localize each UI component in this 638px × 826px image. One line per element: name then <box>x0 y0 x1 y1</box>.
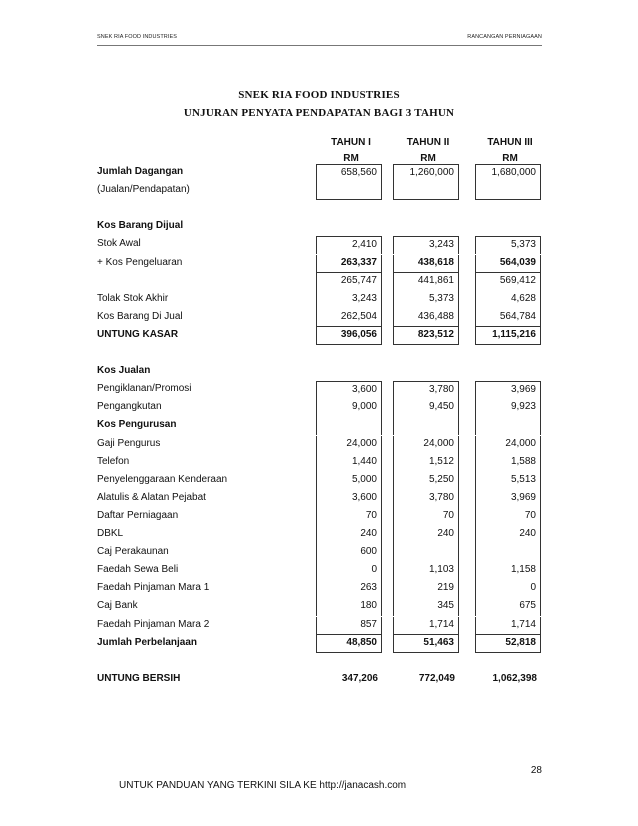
page-number: 28 <box>530 765 542 776</box>
row-value-year-2 <box>393 544 459 562</box>
table-row <box>97 399 547 417</box>
table-row <box>97 454 547 472</box>
footer-text: UNTUK PANDUAN YANG TERKINI SILA KE http://janacash.com <box>119 780 407 791</box>
row-value-year-3: 564,784 <box>475 309 541 327</box>
row-value-year-1: 857 <box>316 617 382 635</box>
row-label: Caj Perakaunan <box>97 546 169 558</box>
document-title: SNEK RIA FOOD INDUSTRIES <box>238 89 400 101</box>
row-value-year-3: 1,062,398 <box>492 672 537 684</box>
row-label: Faedah Sewa Beli <box>97 564 179 576</box>
row-value-year-3: 3,969 <box>475 490 541 508</box>
table-row <box>97 635 547 653</box>
table-row <box>97 236 547 254</box>
row-value-year-1: 3,243 <box>316 291 382 309</box>
table-row <box>97 653 547 671</box>
row-value-year-3: 5,373 <box>475 236 541 254</box>
row-value-year-2: 70 <box>393 508 459 526</box>
row-label: Faedah Pinjaman Mara 2 <box>97 618 210 630</box>
table-row <box>97 200 547 218</box>
table-row <box>97 182 547 200</box>
col-year-2: TAHUN II <box>406 137 450 148</box>
row-value-year-1 <box>316 182 382 200</box>
row-value-year-3: 1,115,216 <box>475 327 541 345</box>
row-label: Jumlah Perbelanjaan <box>97 636 198 648</box>
row-label: Pengiklanan/Promosi <box>97 383 192 395</box>
row-value-year-3: 3,969 <box>475 381 541 399</box>
table-row <box>97 164 547 182</box>
row-value-year-2: 5,373 <box>393 291 459 309</box>
header-right: RANCANGAN PERNIAGAAN <box>467 34 542 40</box>
row-label: (Jualan/Pendapatan) <box>97 184 190 196</box>
table-row <box>97 562 547 580</box>
row-value-year-1: 48,850 <box>316 635 382 653</box>
table-row <box>97 291 547 309</box>
table-row <box>97 436 547 454</box>
row-value-year-2: 3,780 <box>393 381 459 399</box>
row-value-year-2: 772,049 <box>418 672 455 684</box>
row-value-year-1: 263,337 <box>316 255 382 273</box>
row-value-year-1: 600 <box>316 544 382 562</box>
row-label: Kos Jualan <box>97 365 151 377</box>
row-label: Jumlah Dagangan <box>97 166 184 177</box>
row-value-year-2: 1,103 <box>393 562 459 580</box>
row-value-year-2 <box>393 417 459 435</box>
row-value-year-3: 240 <box>475 526 541 544</box>
row-label: Faedah Pinjaman Mara 1 <box>97 582 210 594</box>
table-row <box>97 544 547 562</box>
col-year-3: TAHUN III <box>487 137 533 148</box>
table-row <box>97 671 547 689</box>
table-row <box>97 417 547 435</box>
row-value-year-1: 2,410 <box>316 236 382 254</box>
col-unit-1: RM <box>343 153 359 164</box>
table-row <box>97 381 547 399</box>
table-row <box>97 363 547 381</box>
row-value-year-1: 70 <box>316 508 382 526</box>
table-row <box>97 598 547 616</box>
row-label: Stok Awal <box>97 238 141 250</box>
row-value-year-3: 0 <box>475 580 541 598</box>
row-value-year-1: 3,600 <box>316 490 382 508</box>
row-label: Daftar Perniagaan <box>97 509 179 521</box>
row-label: Kos Pengurusan <box>97 419 177 431</box>
col-unit-2: RM <box>420 153 436 164</box>
row-label: Gaji Pengurus <box>97 437 161 449</box>
table-row <box>97 255 547 273</box>
row-value-year-2: 1,260,000 <box>393 164 459 182</box>
row-label: Pengangkutan <box>97 401 162 413</box>
row-value-year-3 <box>475 182 541 200</box>
row-value-year-2: 436,488 <box>393 309 459 327</box>
row-value-year-1: 1,440 <box>316 454 382 472</box>
row-value-year-3: 52,818 <box>475 635 541 653</box>
row-value-year-2 <box>393 182 459 200</box>
table-row <box>97 309 547 327</box>
row-value-year-2: 441,861 <box>393 273 459 291</box>
row-value-year-2: 1,512 <box>393 454 459 472</box>
row-value-year-3: 1,714 <box>475 617 541 635</box>
row-value-year-2: 219 <box>393 580 459 598</box>
row-value-year-2: 3,780 <box>393 490 459 508</box>
row-label: Alatulis & Alatan Pejabat <box>97 491 206 503</box>
row-value-year-3: 70 <box>475 508 541 526</box>
header-divider <box>97 45 542 46</box>
header-left: SNEK RIA FOOD INDUSTRIES <box>97 34 178 40</box>
document-subtitle: UNJURAN PENYATA PENDAPATAN BAGI 3 TAHUN <box>183 107 455 119</box>
table-row <box>97 345 547 363</box>
row-value-year-3: 9,923 <box>475 399 541 417</box>
row-value-year-1: 0 <box>316 562 382 580</box>
row-value-year-2: 24,000 <box>393 436 459 454</box>
table-row <box>97 617 547 635</box>
row-value-year-2: 51,463 <box>393 635 459 653</box>
col-year-1: TAHUN I <box>331 137 371 148</box>
row-value-year-1: 263 <box>316 580 382 598</box>
row-value-year-2: 3,243 <box>393 236 459 254</box>
row-value-year-1: 265,747 <box>316 273 382 291</box>
row-value-year-1: 262,504 <box>316 309 382 327</box>
row-value-year-3: 4,628 <box>475 291 541 309</box>
row-label: Penyelenggaraan Kenderaan <box>97 473 228 485</box>
row-value-year-2: 438,618 <box>393 255 459 273</box>
row-value-year-2: 1,714 <box>393 617 459 635</box>
row-value-year-1: 658,560 <box>316 164 382 182</box>
row-value-year-1: 396,056 <box>316 327 382 345</box>
row-value-year-2: 823,512 <box>393 327 459 345</box>
row-value-year-1: 9,000 <box>316 399 382 417</box>
row-label: Kos Barang Di Jual <box>97 310 183 322</box>
row-value-year-1: 180 <box>316 598 382 616</box>
row-value-year-3: 24,000 <box>475 436 541 454</box>
row-value-year-1: 240 <box>316 526 382 544</box>
row-value-year-1: 24,000 <box>316 436 382 454</box>
row-label: UNTUNG BERSIH <box>97 672 181 684</box>
table-row <box>97 273 547 291</box>
row-label: DBKL <box>97 528 124 539</box>
table-row <box>97 526 547 544</box>
row-value-year-3 <box>475 544 541 562</box>
row-value-year-1: 3,600 <box>316 381 382 399</box>
table-row <box>97 508 547 526</box>
row-value-year-2: 345 <box>393 598 459 616</box>
table-row <box>97 580 547 598</box>
row-value-year-3: 1,158 <box>475 562 541 580</box>
col-unit-3: RM <box>502 153 518 164</box>
row-label: Tolak Stok Akhir <box>97 292 169 304</box>
row-value-year-3: 1,680,000 <box>475 164 541 182</box>
row-label: Kos Barang Dijual <box>97 220 184 232</box>
row-label: Caj Bank <box>97 600 138 612</box>
table-row <box>97 218 547 236</box>
row-value-year-2: 240 <box>393 526 459 544</box>
row-value-year-1: 5,000 <box>316 472 382 490</box>
row-value-year-2: 9,450 <box>393 399 459 417</box>
row-label: + Kos Pengeluaran <box>97 256 183 268</box>
row-value-year-3: 675 <box>475 598 541 616</box>
row-value-year-3 <box>475 417 541 435</box>
table-row <box>97 490 547 508</box>
row-label: Telefon <box>97 455 130 467</box>
table-row <box>97 472 547 490</box>
row-value-year-3: 569,412 <box>475 273 541 291</box>
row-value-year-2: 5,250 <box>393 472 459 490</box>
row-value-year-3: 5,513 <box>475 472 541 490</box>
row-value-year-1: 347,206 <box>341 672 378 684</box>
table-row <box>97 327 547 345</box>
row-value-year-3: 1,588 <box>475 454 541 472</box>
row-value-year-3: 564,039 <box>475 255 541 273</box>
row-value-year-1 <box>316 417 382 435</box>
row-label: UNTUNG KASAR <box>97 328 179 340</box>
